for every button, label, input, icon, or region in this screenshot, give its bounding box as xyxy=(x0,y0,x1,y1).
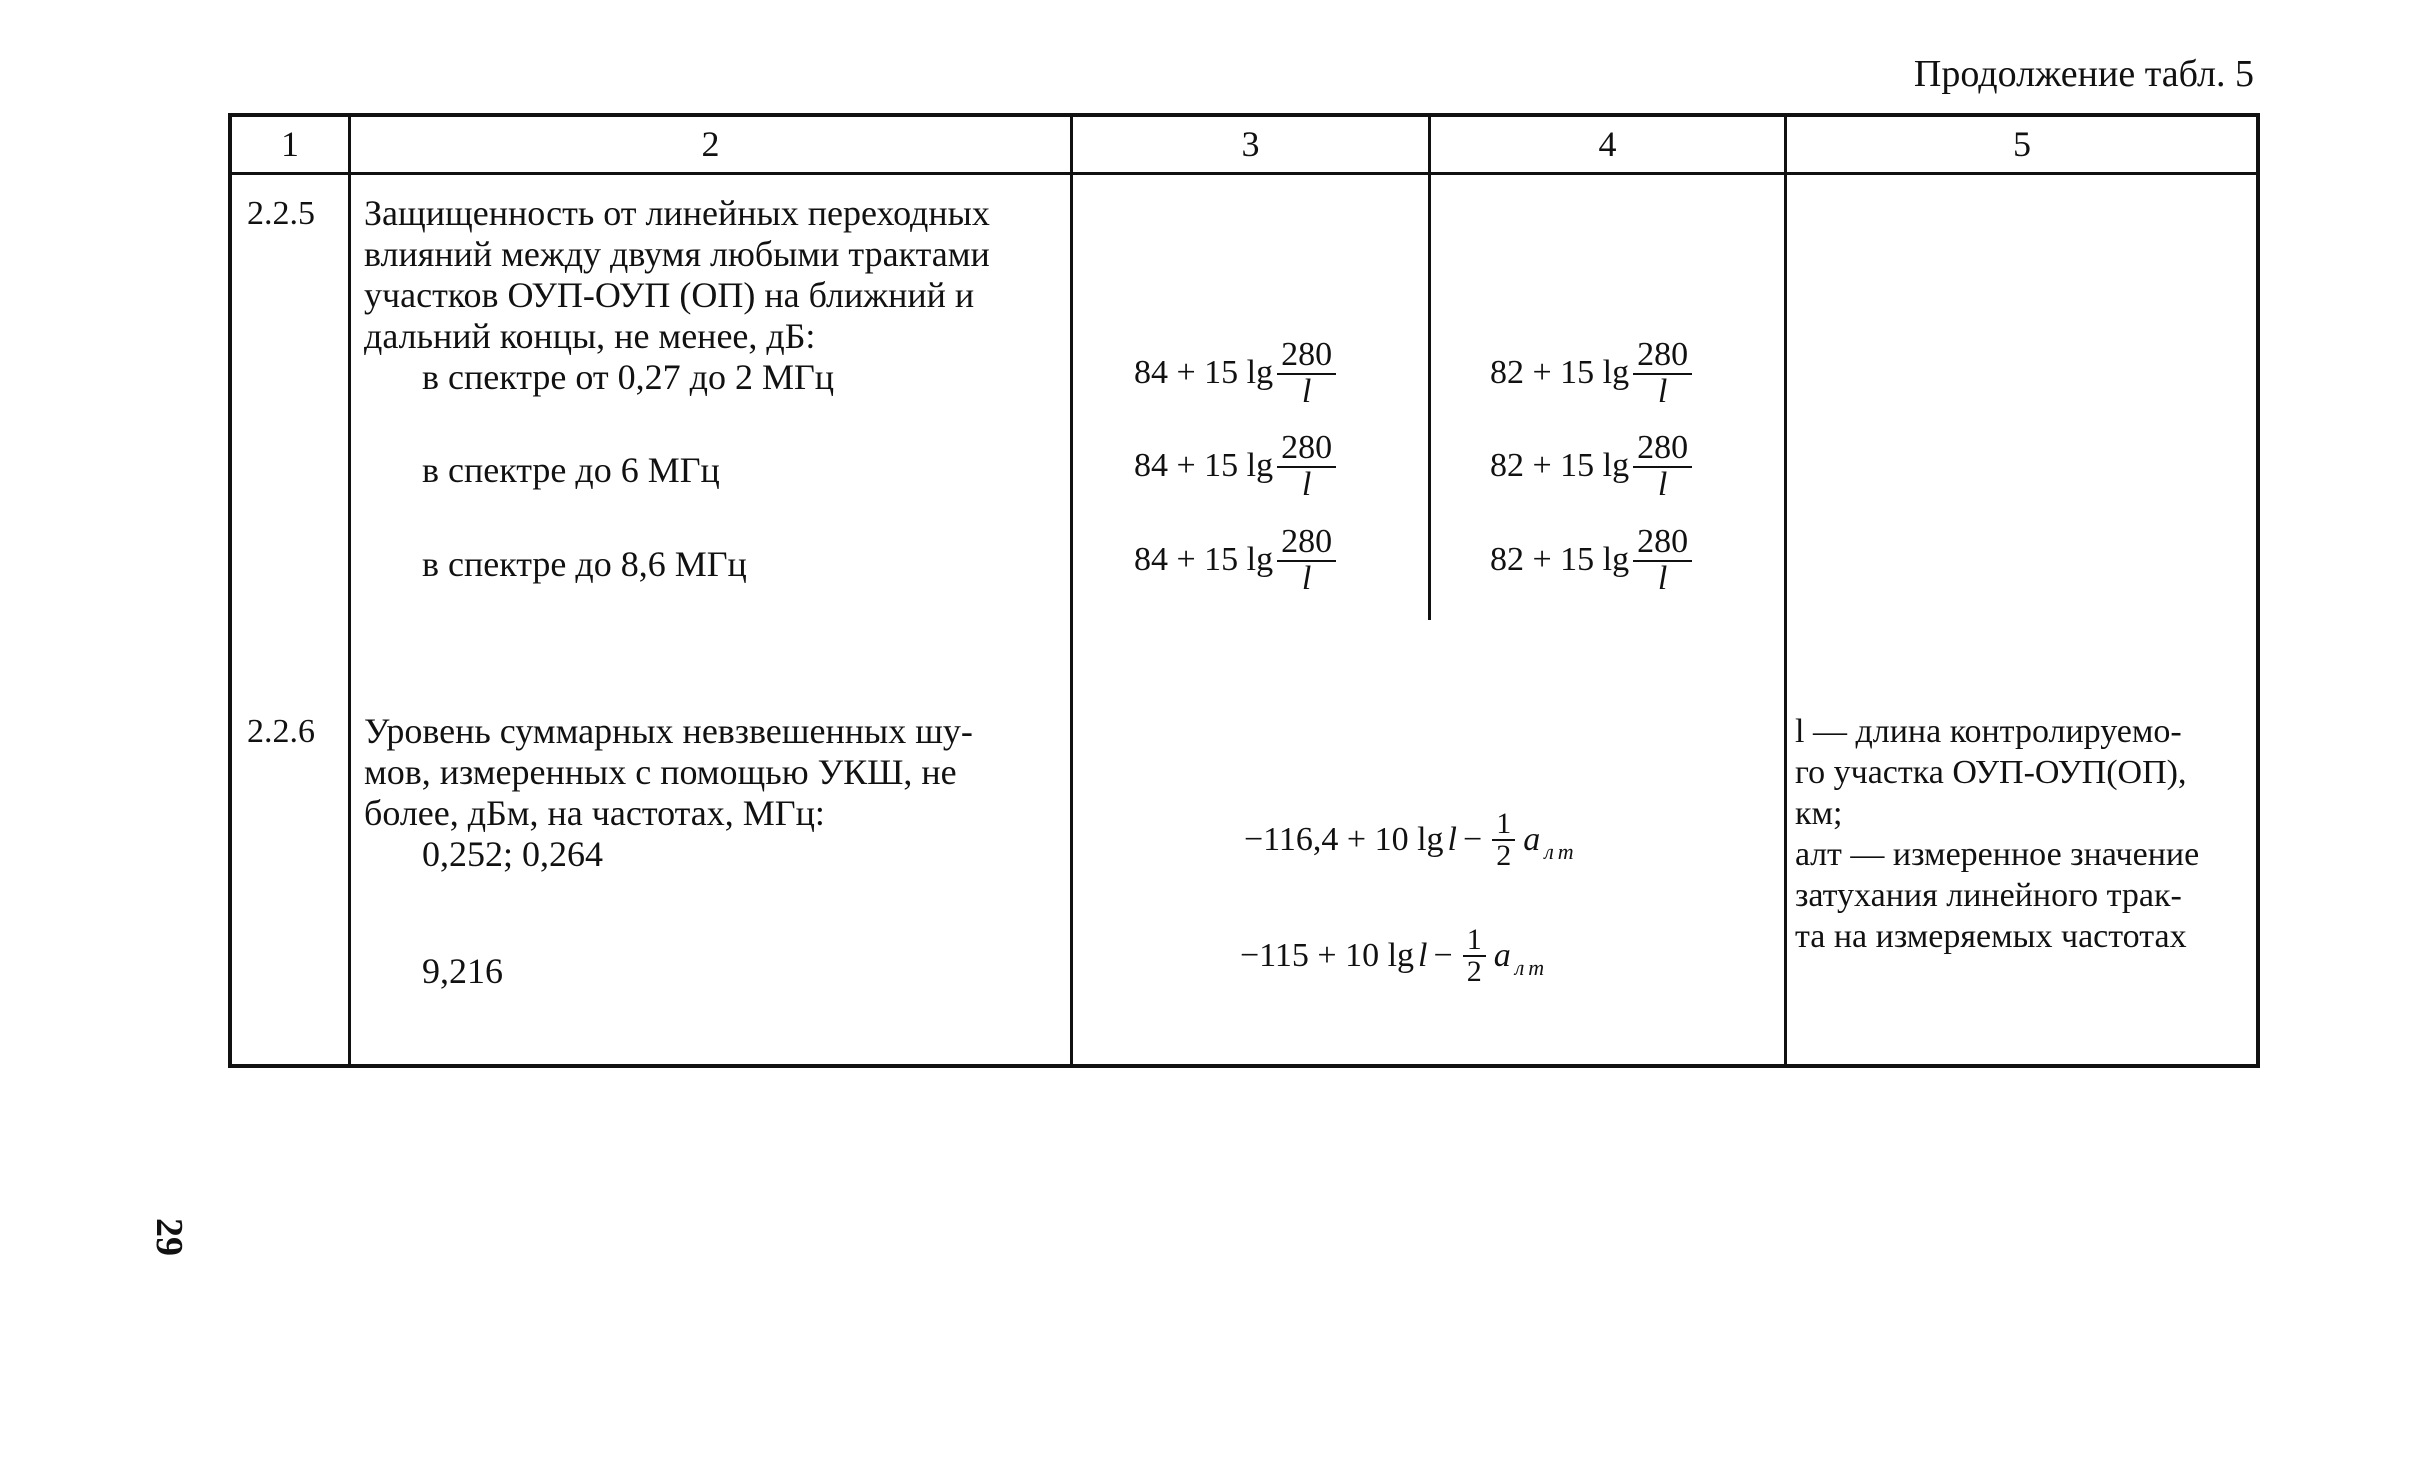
row-description-line: Уровень суммарных невзвешенных шу- xyxy=(364,711,973,751)
formula-variable: l xyxy=(1418,937,1428,974)
fraction-denominator: l xyxy=(1301,373,1312,410)
page-number: 29 xyxy=(148,1218,190,1256)
note-line: затухания линейного трак- xyxy=(1795,877,2182,914)
fraction-numerator: 1 xyxy=(1492,809,1515,841)
fraction xyxy=(1633,524,1692,596)
table-caption: Продолжение табл. 5 xyxy=(1913,53,2254,95)
col-divider xyxy=(1784,117,1787,1064)
row-number: 2.2.6 xyxy=(247,713,315,750)
fraction-denominator: l xyxy=(1657,466,1668,503)
formula-col4 xyxy=(1490,524,1692,596)
header-col-4: 4 xyxy=(1598,124,1617,164)
formula-prefix: 82 + 15 lg xyxy=(1490,541,1630,578)
sub-item-label: в спектре до 6 МГц xyxy=(422,450,720,490)
formula-subscript: лт xyxy=(1544,839,1578,864)
row-description-line: более, дБм, на частотах, МГц: xyxy=(364,793,825,833)
sub-item-label: в спектре до 8,6 МГц xyxy=(422,544,747,584)
fraction-denominator: 2 xyxy=(1496,839,1512,872)
fraction-numerator: 280 xyxy=(1633,524,1692,562)
fraction xyxy=(1277,430,1336,502)
formula-variable: l xyxy=(1447,821,1457,858)
header-col-2: 2 xyxy=(701,124,720,164)
note-line: та на измеряемых частотах xyxy=(1795,918,2187,955)
row-description-line: влияний между двумя любыми трактами xyxy=(364,234,990,274)
formula-prefix: −115 + 10 lg xyxy=(1240,937,1415,974)
formula-prefix: 84 + 15 lg xyxy=(1134,354,1274,391)
formula-minus: − xyxy=(1433,937,1453,974)
sub-item-label: в спектре от 0,27 до 2 МГц xyxy=(422,357,835,397)
formula-prefix: 84 + 15 lg xyxy=(1134,541,1274,578)
data-table xyxy=(228,113,2260,1068)
sub-item-label: 9,216 xyxy=(422,951,503,991)
note-line: км; xyxy=(1795,795,1843,832)
fraction xyxy=(1277,337,1336,409)
fraction xyxy=(1463,925,1486,987)
formula-col3 xyxy=(1134,337,1336,409)
formula-col4 xyxy=(1490,430,1692,502)
fraction-denominator: l xyxy=(1657,373,1668,410)
formula-minus: − xyxy=(1463,821,1483,858)
fraction-numerator: 280 xyxy=(1277,524,1336,562)
col-divider xyxy=(348,117,351,1064)
row-description-line: мов, измеренных с помощью УКШ, не xyxy=(364,752,957,792)
note-line: l — длина контролируемо- xyxy=(1795,713,2182,750)
fraction xyxy=(1633,430,1692,502)
formula-subscript: лт xyxy=(1514,955,1549,980)
header-col-5: 5 xyxy=(2013,124,2031,164)
formula-merged xyxy=(1244,809,1578,871)
formula-merged xyxy=(1240,925,1548,987)
sub-item-label: 0,252; 0,264 xyxy=(422,834,604,874)
header-divider xyxy=(232,172,2256,175)
fraction-denominator: l xyxy=(1301,560,1312,597)
fraction-numerator: 280 xyxy=(1633,337,1692,375)
formula-col3 xyxy=(1134,524,1336,596)
fraction-numerator: 280 xyxy=(1277,430,1336,468)
fraction-numerator: 280 xyxy=(1277,337,1336,375)
fraction xyxy=(1633,337,1692,409)
col-divider xyxy=(1070,117,1073,1064)
fraction xyxy=(1492,809,1515,871)
header-col-1: 1 xyxy=(281,124,299,164)
col-divider xyxy=(1428,117,1431,620)
fraction-numerator: 1 xyxy=(1463,925,1486,957)
formula-col3 xyxy=(1134,430,1336,502)
formula-prefix: 82 + 15 lg xyxy=(1490,447,1630,484)
note-line: aлт — измеренное значение xyxy=(1795,836,2200,873)
fraction-numerator: 280 xyxy=(1633,430,1692,468)
note-line: го участка ОУП-ОУП(ОП), xyxy=(1795,754,2187,791)
fraction-denominator: l xyxy=(1301,466,1312,503)
row-description-line: участков ОУП-ОУП (ОП) на ближний и xyxy=(364,275,975,315)
row-description-line: Защищенность от линейных переходных xyxy=(364,193,990,233)
header-col-3: 3 xyxy=(1241,124,1260,164)
row-description-line: дальний концы, не менее, дБ: xyxy=(364,316,816,356)
formula-col4 xyxy=(1490,337,1692,409)
formula-prefix: 82 + 15 lg xyxy=(1490,354,1630,391)
fraction-denominator: l xyxy=(1657,560,1668,597)
row-number: 2.2.5 xyxy=(247,195,315,232)
fraction-denominator: 2 xyxy=(1466,955,1482,988)
formula-attenuation: a xyxy=(1523,821,1541,858)
formula-prefix: 84 + 15 lg xyxy=(1134,447,1274,484)
fraction xyxy=(1277,524,1336,596)
formula-prefix: −116,4 + 10 lg xyxy=(1244,821,1444,858)
formula-attenuation: a xyxy=(1493,937,1511,974)
